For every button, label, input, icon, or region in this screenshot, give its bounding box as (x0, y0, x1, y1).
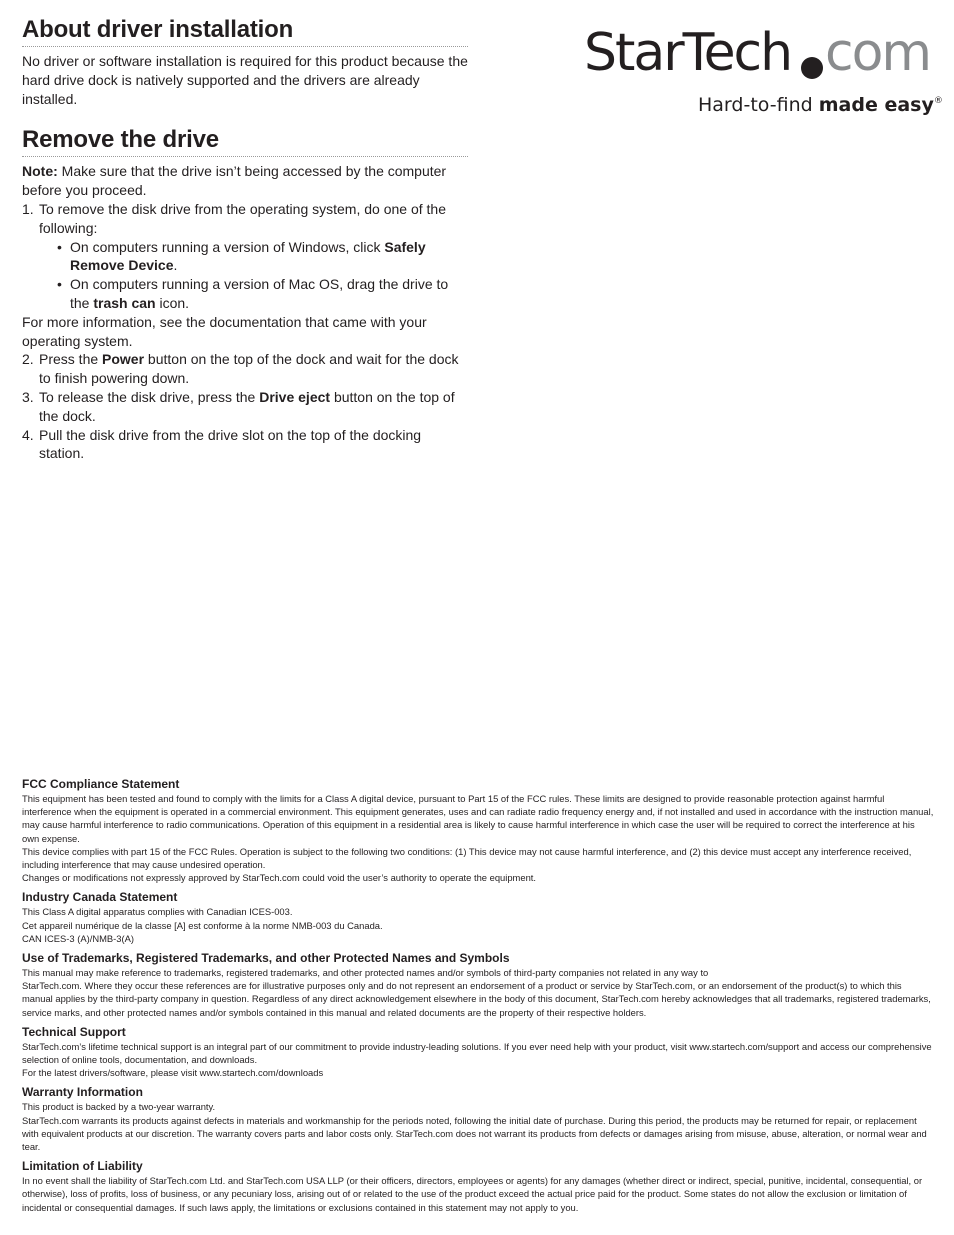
steps-list-a (22, 200, 468, 313)
warranty-p1: This product is backed by a two-year warranty. (22, 1101, 216, 1113)
logo-tagline: Hard-to-find made easy® (698, 94, 943, 116)
step-1-number: 1. (22, 200, 34, 217)
fcc-p1: This equipment has been tested and found to comply with the limits for a Class A digital device, pursuant to Part 15 of the FCC rules. These limits are designed to provide reasonable protection against harmful interference when the equipment is operated in a commercial environment. This equipment generates, uses and can radiate radio frequency energy and, if not installed and used in accordance with the instruction manual, may cause harmful interference to radio communications. Operation of this equipment in a residential area is likely to cause harmful interference in which case the user will be required to correct the interference at his own expense. (22, 793, 934, 844)
remove-heading: Remove the drive (22, 126, 468, 157)
step-3 (22, 388, 468, 426)
power-label: Power (102, 351, 145, 368)
option-mac-text: On computers running a version of Mac OS, drag the drive to the (70, 276, 449, 311)
fcc-p3: Changes or modifications not expressly approved by StarTech.com could void the user’s authority to operate the equipment. (22, 872, 537, 884)
step-2-end: button on the top of the dock and wait for the dock to finish powering down. (39, 351, 459, 387)
support-heading: Technical Support (22, 1024, 126, 1039)
trademarks-p1: This manual may make reference to trademarks, registered trademarks, and other protected names and/or symbols of third-party companies not related in any way to (22, 967, 709, 979)
liability-block (22, 1159, 934, 1214)
option-windows-text: On computers running a version of Windows, click (70, 238, 385, 255)
safely-remove-label: Safely Remove Device (70, 238, 426, 274)
about-body: No driver or software installation is required for this product because the hard drive dock is natively supported and the drivers are already installed. (22, 53, 468, 107)
bullet-icon: • (57, 238, 62, 255)
trash-can-label: trash can (93, 294, 156, 311)
warranty-heading: Warranty Information (22, 1085, 143, 1100)
trademarks-p2: StarTech.com. Where they occur these references are for illustrative purposes only and do not represent an endorsement of a product or service by StarTech.com, or an endorsement of the product(s) to which this manual applies by the third-party company in question. Regardless of any direct acknowledgement elsewhere in the body of this document, StarTech.com hereby acknowledges that all trademarks, registered trademarks, service marks, and other protected names and/or symbols contained in this manual and related documents are the property of their respective holders. (22, 980, 931, 1018)
logo-com-text: com (825, 23, 931, 83)
trademarks-block (22, 951, 934, 1019)
drive-eject-label: Drive eject (259, 388, 331, 405)
more-info: For more information, see the documentation that came with your operating system. (22, 313, 427, 349)
option-mac-end: icon. (155, 294, 190, 311)
main-content (22, 16, 468, 463)
canada-p1: This Class A digital apparatus complies with Canadian ICES-003. (22, 906, 293, 918)
support-block (22, 1025, 934, 1080)
note-label: Note: (22, 163, 58, 180)
step-1-options (39, 238, 468, 313)
warranty-p2: StarTech.com warrants its products against defects in materials and workmanship for the periods noted, following the initial date of purchase. During this period, the products may be returned for repair, or replacement with equivalent products at our discretion. The warranty covers parts and labor costs only. StarTech.com does not warrant its products from defects or damages arising from misuse, abuse, alteration, or normal wear and tear. (22, 1114, 927, 1153)
note-text: Make sure that the drive isn’t being accessed by the computer before you proceed. (22, 163, 447, 199)
note (22, 162, 468, 200)
canada-p2: Cet appareil numérique de la classe [A] est conforme à la norme NMB-003 du Canada. (22, 919, 383, 931)
canada-heading: Industry Canada Statement (22, 890, 178, 905)
liability-heading: Limitation of Liability (22, 1159, 143, 1174)
logo-brand-text: StarTech (584, 23, 792, 83)
canada-block (22, 890, 934, 945)
canada-p3: CAN ICES-3 (A)/NMB-3(A) (22, 932, 134, 944)
step-1 (22, 200, 468, 313)
option-windows-end: . (173, 257, 178, 274)
step-4-number: 4. (22, 426, 34, 443)
fcc-p2: This device complies with part 15 of the FCC Rules. Operation is subject to the following two conditions: (1) This device may not cause harmful interference, and (2) this device must accept any interference received, including interference that may cause undesired operation. (22, 845, 912, 871)
startech-logo (584, 18, 943, 118)
logo-dot (801, 57, 823, 79)
steps-list-b (22, 350, 468, 463)
option-mac (39, 275, 468, 313)
step-3-number: 3. (22, 388, 34, 405)
step-4-text: Pull the disk drive from the drive slot on the top of the docking station. (39, 426, 422, 462)
legal-section (22, 777, 934, 1220)
step-3-end: button on the top of the dock. (39, 388, 455, 424)
warranty-block (22, 1085, 934, 1153)
step-2-text: Press the (39, 351, 103, 368)
step-1-text: To remove the disk drive from the operating system, do one of the following: (39, 200, 446, 236)
liability-p1: In no event shall the liability of StarTech.com Ltd. and StarTech.com USA LLP (or their officers, directors, employees or agents) for any damages (whether direct or indirect, special, punitive, incidental, consequential, or otherwise), loss of profits, loss of business, or any pecuniary loss, arising out of or related to the use of the product exceed the actual price paid for the product. Some states do not allow the exclusion or limitation of incidental or consequential damages. If such laws apply, the limitations or exclusions contained in this statement may not apply to you. (22, 1175, 923, 1213)
trademarks-heading: Use of Trademarks, Registered Trademarks, and other Protected Names and Symbols (22, 951, 510, 966)
fcc-heading: FCC Compliance Statement (22, 777, 180, 791)
fcc-block (22, 777, 934, 884)
support-p1: StarTech.com’s lifetime technical support is an integral part of our commitment to provide industry-leading solutions. If you ever need help with your product, visit www.startech.com/support and access our comprehensive selection of online tools, documentation, and downloads. (22, 1040, 932, 1066)
step-4 (22, 426, 468, 464)
support-p2: For the latest drivers/software, please visit www.startech.com/downloads (22, 1067, 324, 1079)
step-3-text: To release the disk drive, press the (39, 388, 260, 405)
bullet-icon: • (57, 276, 62, 293)
step-2 (22, 350, 468, 388)
option-windows (39, 238, 468, 276)
about-heading: About driver installation (22, 16, 468, 47)
step-2-number: 2. (22, 351, 34, 368)
